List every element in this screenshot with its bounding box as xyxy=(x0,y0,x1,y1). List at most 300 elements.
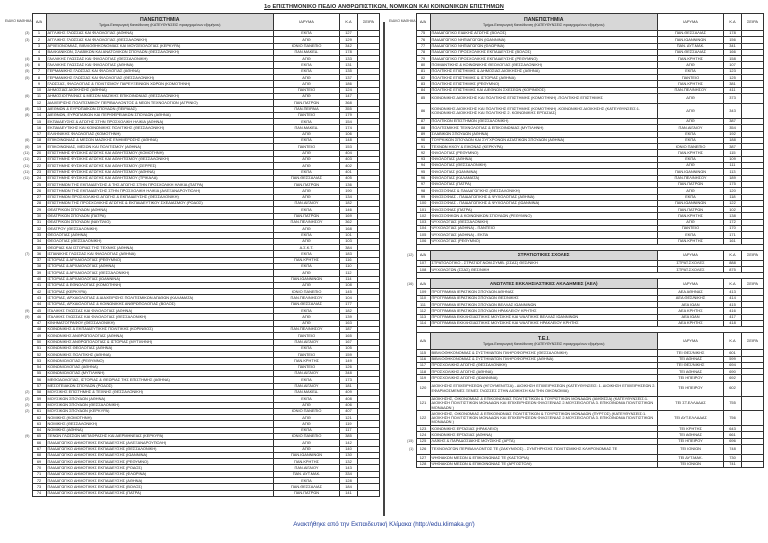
row-number: 68 xyxy=(32,452,46,458)
tei-section xyxy=(388,327,764,350)
row-number: 89 xyxy=(416,131,430,137)
row-code: 125 xyxy=(724,75,742,81)
row-department: ΨΥΧΟΛΟΓΙΑΣ (ΡΕΘΥΜΝΟ) xyxy=(430,238,658,244)
header-special-subject: ΕΙΔΙΚΟ ΜΑΘΗΜΑ xyxy=(4,14,32,31)
row-number: 37 xyxy=(32,257,46,263)
row-mark xyxy=(388,381,416,396)
row-number: 33 xyxy=(32,232,46,238)
table-row xyxy=(4,490,380,496)
row-code: 342 xyxy=(340,43,358,49)
page-title: 1ο ΕΠΙΣΤΗΜΟΝΙΚΟ ΠΕΔΙΟ ΑΝΘΡΩΠΙΣΤΙΚΩΝ, ΝΟΜΙΚΩΝ ΚΑΙ ΚΟΙΝΩΝΙΚΩΝ ΕΠΙΣΤΗΜΩΝ xyxy=(264,4,504,10)
row-mark xyxy=(388,411,416,426)
row-institution: ΔΠΘ xyxy=(274,131,340,137)
header-order: ΣΕΙΡΑ xyxy=(742,250,764,260)
row-department: ΚΟΙΝΩΝΙΟΛΟΓΙΑΣ (ΜΥΤΙΛΗΝΗ) xyxy=(46,371,274,377)
row-number: 5 xyxy=(32,56,46,62)
row-code: 134 xyxy=(340,194,358,200)
row-code: 416 xyxy=(724,308,742,314)
row-institution: ΕΚΠΑ xyxy=(658,68,724,74)
row-code: 888 xyxy=(724,260,742,266)
row-code: 343 xyxy=(724,104,742,119)
source-link[interactable]: Ανακτήθηκε από την Εκπαιδευτική Κλίμακα (http://edu.klimaka.gr/) xyxy=(293,521,475,528)
row-department: ΙΣΤΟΡΙΑΣ & ΑΡΧΑΙΟΛΟΓΙΑΣ (ΡΕΘΥΜΝΟ) xyxy=(46,257,274,263)
row-department: ΙΤΑΛΙΚΗΣ ΓΛΩΣΣΑΣ ΚΑΙ ΦΙΛΟΛΟΓΙΑΣ (ΘΕΣΣΑΛΟΝΙΚΗ) xyxy=(46,314,274,320)
row-code: 748 xyxy=(724,445,742,455)
row-code: 182 xyxy=(340,308,358,314)
row-code: 159 xyxy=(340,352,358,358)
row-department: ΕΠΙΣΤΗΜΗΣ ΦΥΣΙΚΗΣ ΑΓΩΓΗΣ ΚΑΙ ΑΘΛΗΤΙΣΜΟΥ (ΣΕΡΡΕΣ) xyxy=(46,163,274,169)
row-institution: ΠΑΝΤΕΙΟ xyxy=(658,226,724,232)
row-institution: ΤΕΙ ΣΤ.ΕΛΛΑΔΑΣ xyxy=(658,396,724,411)
row-number: 126 xyxy=(416,445,430,455)
row-number: 81 xyxy=(416,68,430,74)
row-department: ΕΠΙΣΤΗΜΗΣ ΦΥΣΙΚΗΣ ΑΓΩΓΗΣ ΚΑΙ ΑΘΛΗΤΙΣΜΟΥ (ΚΟΜΟΤΗΝΗ) xyxy=(46,150,274,156)
row-mark: (11) xyxy=(23,157,30,162)
table-row xyxy=(388,445,764,455)
row-code: 407 xyxy=(340,408,358,414)
header-order: ΣΕΙΡΑ xyxy=(742,333,764,350)
row-number: 31 xyxy=(32,219,46,225)
row-institution: ΤΕΙ ΔΥΤ.ΜΑΚ. xyxy=(658,455,724,461)
row-mark: (8) xyxy=(25,107,30,111)
row-institution: ΕΚΠΑ xyxy=(658,131,724,137)
row-mark: (3) xyxy=(25,31,30,36)
row-institution: ΠΑΝ.ΑΙΓΑΙΟΥ xyxy=(658,125,724,131)
header-universities xyxy=(46,14,274,31)
row-department: ΚΟΙΝΩΝΙΟΛΟΓΙΑΣ (ΑΘΗΝΑ) xyxy=(46,364,274,370)
row-department: ΣΛΑΒΙΚΩΝ ΣΠΟΥΔΩΝ (ΑΘΗΝΑ) xyxy=(430,131,658,137)
row-institution: ΠΑΝΤΕΙΟ xyxy=(274,352,340,358)
row-department: ΨΥΧΟΛΟΓΙΑΣ (ΑΘΗΝΑ) - ΕΚΠΑ xyxy=(430,232,658,238)
row-code: 417 xyxy=(724,314,742,320)
row-institution: ΠΑΝ.ΘΕΣΣΑΛΙΑΣ xyxy=(274,301,340,307)
row-department: ΙΣΤΟΡΙΑΣ & ΕΘΝΟΛΟΓΙΑΣ (ΚΟΜΟΤΗΝΗ) xyxy=(46,282,274,288)
row-code: 143 xyxy=(340,465,358,471)
table-row xyxy=(388,93,764,103)
row-number: 85 xyxy=(416,93,430,103)
row-department: ΣΤΡΑΤΟΛΟΓΙΚΟ - ΣΤΡΑΤΙΩΤ.ΝΟΜ.ΣΥΜΒ. (ΣΣΑΣ) ΘΕΣ/ΝΙΚΗ xyxy=(430,260,658,266)
row-code: 408 xyxy=(340,396,358,402)
row-number: 14 xyxy=(32,112,46,118)
row-institution: ΠΑΝΤΕΙΟ xyxy=(274,87,340,93)
row-department: ΠΡΟΓΡΑΜΜΑ ΙΕΡΑΤΙΚΩΝ ΣΠΟΥΔΩΝ ΗΡΑΚΛΕΙΟΥ ΚΡΗΤΗΣ xyxy=(430,308,658,314)
row-department: ΠΡΟΓΡΑΜΜΑ ΕΚΚΛΗΣΙΑΣΤΙΚΗΣ ΜΟΥΣΙΚΗΣ ΚΑΙ ΨΑΛΤΙΚΗΣ ΗΡΑΚΛΕΙΟΥ ΚΡΗΤΗΣ xyxy=(430,320,658,326)
row-department: ΠΟΛΙΤΙΣΜΙΚΗΣ ΤΕΧΝΟΛΟΓΙΑΣ & ΕΠΙΚΟΙΝΩΝΙΑΣ (ΜΥΤΙΛΗΝΗ) xyxy=(430,125,658,131)
row-number: 82 xyxy=(416,75,430,81)
row-department: ΠΑΙΔΑΓΩΓΙΚΟ ΕΙΔΙΚΗΣ ΑΓΩΓΗΣ (ΒΟΛΟΣ) xyxy=(430,31,658,37)
row-code: 104 xyxy=(340,295,358,301)
row-department: ΦΙΛΟΛΟΓΙΑΣ (ΘΕΣΣΑΛΟΝΙΚΗ) xyxy=(430,163,658,169)
right-table-body xyxy=(388,31,764,245)
row-number: 98 xyxy=(416,188,430,194)
row-number: 78 xyxy=(416,49,430,55)
row-mark: (6) xyxy=(25,138,30,143)
row-code: 661 xyxy=(724,432,742,438)
row-code: 115 xyxy=(724,150,742,156)
row-mark: (11) xyxy=(23,163,30,168)
header-aa: Α/Α xyxy=(416,14,430,31)
row-institution: ΕΚΠΑ xyxy=(274,169,340,175)
row-department: ΙΣΤΟΡΙΑΣ & ΑΡΧΑΙΟΛΟΓΙΑΣ (ΘΕΣΣΑΛΟΝΙΚΗ) xyxy=(46,270,274,276)
row-department: ΠΑΙΔΑΓΩΓΙΚΟ ΔΗΜΟΤΙΚΗΣ ΕΚΠΑΙΔΕΥΣΗΣ (ΦΛΩΡΙΝΑ) xyxy=(46,471,274,477)
row-institution: ΠΑΝ.ΠΑΤΡΩΝ xyxy=(658,207,724,213)
row-department: ΔΙΟΙΚΗΣΗΣ ΕΠΙΧΕΙΡΗΣΕΩΝ (ΗΓΟΥΜΕΝΙΤΣΑ) - ΔΙΟΙΚΗΣΗ ΕΠΙΧΕΙΡΗΣΕΩΝ (ΚΑΤΕΥΘΥΝΣΕΙΣ: 1. ΔΙΟΙΚΗΣΗ ΕΠΙΧΕΙΡΗΣΕΩΝ 2. ΕΦΑΡΜΟΣΜΕΝΕΣ ΞΕΝΕΣ ΓΛΩΣΣΕΣ ΣΤΗΝ ΔΙΟΙΚΗΣΗ ΚΑΙ ΤΗΝ ΟΙΚΟΝΟΜΙΑ) xyxy=(430,381,658,396)
row-institution: ΠΑΝ.ΠΑΤΡΩΝ xyxy=(658,181,724,187)
row-department: ΔΙΕΘΝΩΝ & ΕΥΡΩΠΑΪΚΩΝ ΣΠΟΥΔΩΝ (ΠΕΙΡΑΙΑΣ) xyxy=(46,106,274,112)
row-code: 188 xyxy=(724,137,742,143)
row-department: ΨΗΦΙΑΚΩΝ ΜΕΣΩΝ & ΕΠΙΚΟΙΝΩΝΙΑΣ ΤΕ (ΑΡΓΟΣΤΟΛΙ) xyxy=(430,461,658,467)
row-number: 91 xyxy=(416,144,430,150)
row-order-input[interactable] xyxy=(742,461,764,467)
row-institution: ΠΑΝΤΕΙΟ xyxy=(274,144,340,150)
row-institution: ΑΠΘ xyxy=(658,188,724,194)
row-code: 165 xyxy=(340,333,358,339)
row-code: 341 xyxy=(724,43,742,49)
header-code: Κ.Α xyxy=(340,14,358,31)
row-department: ΜΟΥΣΙΚΗΣ ΕΠΙΣΤΗΜΗΣ & ΤΕΧΝΗΣ (ΘΕΣΣΑΛΟΝΙΚΗ) xyxy=(46,389,274,395)
row-code: 161 xyxy=(724,238,742,244)
row-code: 174 xyxy=(340,125,358,131)
row-department: ΘΕΑΤΡΙΚΩΝ ΣΠΟΥΔΩΝ (ΝΑΥΠΛΙΟ) xyxy=(46,219,274,225)
row-institution: ΠΑΝ.ΑΙΓΑΙΟΥ xyxy=(274,371,340,377)
row-code: 183 xyxy=(340,251,358,257)
row-number: 111 xyxy=(416,302,430,308)
row-number: 52 xyxy=(32,352,46,358)
row-institution: ΤΕΙ ΙΟΝΙΩΝ xyxy=(658,445,724,455)
header-universities-title: ΠΑΝΕΠΙΣΤΗΜΙΑ xyxy=(524,16,564,23)
row-department: ΠΡΟΓΡΑΜΜΑ ΕΚΚΛΗΣΙΑΣΤΙΚΗΣ ΜΟΥΣΙΚΗΣ ΚΑΙ ΨΑΛΤΙΚΗΣ ΒΕΛΛΑΣ ΙΩΑΝΝΙΝΩΝ xyxy=(430,314,658,320)
row-department: ΠΡΟΓΡΑΜΜΑ ΙΕΡΑΤΙΚΩΝ ΣΠΟΥΔΩΝ ΒΕΛΛΑΣ ΙΩΑΝΝΙΝΩΝ xyxy=(430,302,658,308)
header-aa: Α/Α xyxy=(32,14,46,31)
row-institution: ΑΠΘ xyxy=(274,93,340,99)
row-code: 126 xyxy=(340,364,358,370)
row-institution: ΑΕΑ ΙΩΑΝ xyxy=(658,314,724,320)
row-department: ΙΣΤΟΡΙΑΣ, ΑΡΧΑΙΟΛΟΓΙΑΣ & ΚΟΙΝΩΝΙΚΗΣ ΑΝΘΡΩΠΟΛΟΓΙΑΣ (ΒΟΛΟΣ) xyxy=(46,301,274,307)
row-mark: (4) xyxy=(25,62,30,67)
row-institution: ΠΑΝ.ΠΕΛ/ΝΗΣΟΥ xyxy=(274,326,340,332)
row-department: ΚΟΙΝΩΝΙΚΗΣ & ΕΚΠΑΙΔΕΥΤΙΚΗΣ ΠΟΛΙΤΙΚΗΣ (ΚΟΡΙΝΘΟΣ) xyxy=(46,326,274,332)
row-code: 117 xyxy=(340,427,358,433)
row-department: ΤΕΧΝΩΝ ΗΧΟΥ & ΕΙΚΟΝΑΣ (ΚΕΡΚΥΡΑ) xyxy=(430,144,658,150)
header-institution: ΙΔΡΥΜΑ xyxy=(658,333,724,350)
row-mark: (2) xyxy=(25,396,30,401)
row-institution: ΕΚΠΑ xyxy=(274,31,340,37)
row-institution: ΠΑΝ.ΘΕΣΣΑΛΙΑΣ xyxy=(658,31,724,37)
row-code: 121 xyxy=(340,415,358,421)
row-institution: ΠΑΝ.ΠΑΤΡΩΝ xyxy=(274,490,340,496)
row-institution: ΠΑΝ.ΠΕΛ/ΝΗΣΟΥ xyxy=(274,295,340,301)
row-institution: ΤΕΙ ΗΠΕΙΡΟΥ xyxy=(658,375,724,381)
row-code: 119 xyxy=(340,421,358,427)
row-number: 4 xyxy=(32,49,46,55)
row-department: ΘΕΟΛΟΓΙΑΣ (ΑΘΗΝΑ) xyxy=(46,232,274,238)
row-department: ΙΣΤΟΡΙΑΣ (ΚΕΡΚΥΡΑ) xyxy=(46,289,274,295)
row-code: 106 xyxy=(340,131,358,137)
row-number: 70 xyxy=(32,465,46,471)
row-department: ΞΕΝΩΝ ΓΛΩΣΣΩΝ ΜΕΤΑΦΡΑΣΗΣ ΚΑΙ ΔΙΕΡΜΗΝΕΙΑΣ (ΚΕΡΚΥΡΑ) xyxy=(46,434,274,440)
row-department: ΨΥΧΟΛΟΓΙΑΣ (ΘΕΣΣΑΛΟΝΙΚΗ) xyxy=(430,219,658,225)
row-code: 730 xyxy=(724,455,742,461)
row-number: 125 xyxy=(416,438,430,444)
row-code: 755 xyxy=(724,396,742,411)
row-department: ΜΟΥΣΙΚΩΝ ΣΠΟΥΔΩΝ (ΘΕΣΣΑΛΟΝΙΚΗ) xyxy=(46,402,274,408)
row-number: 35 xyxy=(32,245,46,251)
row-code: 107 xyxy=(724,62,742,68)
row-institution: ΠΑΝ.ΠΑΤΡΩΝ xyxy=(274,213,340,219)
row-number: 56 xyxy=(32,377,46,383)
row-institution: ΤΕΙ ΙΟΝΙΩΝ xyxy=(658,461,724,467)
row-institution: ΠΑΝ.ΚΡΗΤΗΣ xyxy=(658,238,724,244)
row-code: 129 xyxy=(340,37,358,43)
header-aa: Α/Α xyxy=(416,279,430,289)
row-code: 172 xyxy=(724,219,742,225)
row-department: ΠΑΙΔΑΓΩΓΙΚΟ ΔΗΜΟΤΙΚΗΣ ΕΚΠΑΙΔΕΥΣΗΣ (ΡΕΘΥΜΝΟ) xyxy=(46,459,274,465)
row-department: ΤΕΧΝΟΛΟΓΩΝ ΠΕΡΙΒΑΛΛΟΝΤΟΣ ΤΕ (ΖΑΚΥΝΘΟΣ) - ΣΥΝΤΗΡΗΣΗΣ ΠΟΛΙΤΙΣΜΙΚΗΣ ΚΛΗΡΟΝΟΜΙΑΣ ΤΕ xyxy=(430,445,658,455)
row-number: 16 xyxy=(32,125,46,131)
row-code: 141 xyxy=(340,490,358,496)
table-row xyxy=(388,381,764,396)
row-department: ΠΑΙΔΑΓΩΓΙΚΟ ΝΗΠΙΑΓΩΓΩΝ (ΦΛΩΡΙΝΑ) xyxy=(430,43,658,49)
row-number: 113 xyxy=(416,314,430,320)
row-institution: ΕΚΠΑ xyxy=(274,478,340,484)
row-number: 27 xyxy=(32,194,46,200)
row-institution: ΠΑΝ.ΠΕΛ/ΝΗΣΟΥ xyxy=(274,219,340,225)
row-code: 109 xyxy=(724,156,742,162)
row-institution: ΑΠΘ xyxy=(274,226,340,232)
row-department: ΓΛΩΣΣΑΣ, ΦΙΛΟΛΟΓΙΑΣ & ΠΟΛΙΤΙΣΜΟΥ ΠΑΡΕΥΞΕΙΝΙΩΝ ΧΩΡΩΝ (ΚΟΜΟΤΗΝΗ) xyxy=(46,81,274,87)
row-institution: ΠΑΝ. ΔΥΤ.ΜΑΚ. xyxy=(658,43,724,49)
row-code: 404 xyxy=(340,150,358,156)
row-institution: ΔΠΘ xyxy=(274,440,340,446)
tei-table-body xyxy=(388,350,764,468)
row-institution: ΕΚΠΑ xyxy=(274,119,340,125)
row-institution: ΤΕΙ ΗΠΕΙΡΟΥ xyxy=(658,438,724,444)
row-code: 136 xyxy=(340,182,358,188)
row-institution: ΤΕΙ ΔΥΤ.ΕΛΛΑΔΑΣ xyxy=(658,411,724,426)
row-institution: ΕΚΠΑ xyxy=(658,156,724,162)
row-department: ΠΡΟΓΡΑΜΜΑ ΙΕΡΑΤΙΚΩΝ ΣΠΟΥΔΩΝ ΘΕΣ/ΝΙΚΗΣ xyxy=(430,295,658,301)
row-mark: (5) xyxy=(25,69,30,74)
row-number: 75 xyxy=(416,31,430,37)
row-department: ΕΚΠΑΙΔΕΥΣΗΣ & ΑΓΩΓΗΣ ΣΤΗΝ ΠΡΟΣΧΟΛΙΚΗ ΗΛΙΚΙΑ (ΑΘΗΝΑ) xyxy=(46,119,274,125)
row-institution: ΠΑΝ.ΚΡΗΤΗΣ xyxy=(274,257,340,263)
row-department: ΕΠΙΣΤΗΜΩΝ ΤΗΣ ΠΡΟΣΧΟΛΙΚΗΣ ΑΓΩΓΗΣ & ΕΚΠΑΙΔΕΥΤΙΚΟΥ ΣΧΕΔΙΑΣΜΟΥ (ΡΟΔΟΣ) xyxy=(46,201,274,207)
row-code: 694 xyxy=(724,362,742,368)
right-table-container xyxy=(388,13,764,468)
row-number: 110 xyxy=(416,295,430,301)
row-department: ΨΗΦΙΑΚΩΝ ΜΕΣΩΝ & ΕΠΙΚΟΙΝΩΝΙΑΣ ΤΕ (ΚΑΣΤΟΡΙΑ) xyxy=(430,455,658,461)
row-code: 146 xyxy=(340,207,358,213)
row-code: 116 xyxy=(340,257,358,263)
row-code: 139 xyxy=(340,314,358,320)
row-department: ΔΗΜΟΣΙΑΣ ΔΙΟΙΚΗΣΗΣ (ΑΘΗΝΑ) xyxy=(46,87,274,93)
row-code: 171 xyxy=(724,232,742,238)
row-number: 117 xyxy=(416,362,430,368)
row-number: 90 xyxy=(416,137,430,143)
row-number: 15 xyxy=(32,119,46,125)
row-number: 127 xyxy=(416,455,430,461)
row-institution: ΑΠΘ xyxy=(274,446,340,452)
row-institution: ΑΠΘ xyxy=(658,62,724,68)
row-number: 62 xyxy=(32,415,46,421)
row-department: ΚΟΙΝΩΝΙΚΗΣ ΔΙΟΙΚΗΣΗΣ ΚΑΙ ΠΟΛΙΤΙΚΗΣ ΕΠΙΣΤΗΜΗΣ (ΚΟΜΟΤΗΝΗ) -ΠΟΛΙΤΙΚΗΣ ΕΠΙΣΤΗΜΗΣ xyxy=(430,93,658,103)
row-institution: ΑΠΘ xyxy=(274,320,340,326)
row-number: 103 xyxy=(416,219,430,225)
row-code: 123 xyxy=(724,68,742,74)
row-institution: ΑΕΑ ΘΕΣ/ΝΙΚΗΣ xyxy=(658,295,724,301)
row-department: ΠΟΛΙΤΙΚΗΣ ΕΠΙΣΤΗΜΗΣ & ΔΗΜΟΣΙΑΣ ΔΙΟΙΚΗΣΗΣ (ΑΘΗΝΑ) xyxy=(430,68,658,74)
row-department: ΠΟΛΙΤΙΚΩΝ ΕΠΙΣΤΗΜΩΝ (ΘΕΣΣΑΛΟΝΙΚΗ) xyxy=(430,118,658,124)
row-institution: ΑΠΘ xyxy=(274,163,340,169)
row-number: 94 xyxy=(416,163,430,169)
aea-section-title: ΑΝΩΤΑΤΕΣ ΕΚΚΛΗΣΙΑΣΤΙΚΕΣ ΑΚΑΔΗΜΙΕΣ (ΑΕΑ) xyxy=(430,279,658,289)
row-institution: Α.Σ.Κ.Τ. xyxy=(274,245,340,251)
row-department: ΚΙΝΗΜΑΤΟΓΡΑΦΟΥ (ΘΕΣΣΑΛΟΝΙΚΗ) xyxy=(46,320,274,326)
row-code: 170 xyxy=(724,226,742,232)
row-number: 23 xyxy=(32,169,46,175)
row-institution: ΠΑΝ.ΙΩΑΝΝΙΝΩΝ xyxy=(658,169,724,175)
row-number: 18 xyxy=(32,138,46,144)
row-order-input[interactable] xyxy=(742,411,764,426)
row-department: ΙΣΤΟΡΙΑΣ & ΑΡΧΑΙΟΛΟΓΙΑΣ (ΑΘΗΝΑ) xyxy=(46,263,274,269)
row-number: 22 xyxy=(32,163,46,169)
row-number: 101 xyxy=(416,207,430,213)
row-order-input[interactable] xyxy=(742,445,764,455)
row-number: 84 xyxy=(416,87,430,93)
row-mark: (2) xyxy=(25,409,30,414)
row-code: 186 xyxy=(340,81,358,87)
row-institution: ΠΑΝ.ΘΕΣΣΑΛΙΑΣ xyxy=(274,175,340,181)
row-number: 100 xyxy=(416,200,430,206)
row-code: 153 xyxy=(340,144,358,150)
row-institution: ΠΑΝ.ΑΙΓΑΙΟΥ xyxy=(274,201,340,207)
row-department: ΘΕΑΤΡΟΥ (ΘΕΣΣΑΛΟΝΙΚΗ) xyxy=(46,226,274,232)
row-institution: ΠΑΝ.ΑΙΓΑΙΟΥ xyxy=(274,465,340,471)
row-institution: ΕΚΠΑ xyxy=(274,396,340,402)
row-order-input[interactable] xyxy=(742,396,764,411)
row-department: ΦΙΛΟΛΟΓΙΑΣ (ΠΑΤΡΑ) xyxy=(430,181,658,187)
row-code: 111 xyxy=(724,163,742,169)
row-number: 88 xyxy=(416,125,430,131)
row-mark: (1) xyxy=(409,447,414,452)
header-code: Κ.Α xyxy=(724,14,742,31)
row-number: 128 xyxy=(416,461,430,467)
aea-mark: (16) xyxy=(407,281,414,286)
row-department: ΚΟΙΝΩΝΙΚΗΣ ΑΝΘΡΩΠΟΛΟΓΙΑΣ (ΑΘΗΝΑ) xyxy=(46,333,274,339)
row-department: ΚΟΙΝΩΝΙΚΗΣ ΕΡΓΑΣΙΑΣ (ΗΡΑΚΛΕΙΟ) xyxy=(430,426,658,432)
row-department: ΓΕΡΜΑΝΙΚΗΣ ΓΛΩΣΣΑΣ ΚΑΙ ΦΙΛΟΛΟΓΙΑΣ (ΑΘΗΝΑ) xyxy=(46,68,274,74)
row-mark: (9) xyxy=(25,314,30,319)
row-department: ΓΑΛΛΙΚΗΣ ΓΛΩΣΣΑΣ ΚΑΙ ΦΙΛΟΛΟΓΙΑΣ (ΘΕΣΣΑΛΟΝΙΚΗ) xyxy=(46,56,274,62)
row-department: ΕΛΛΗΝΙΚΗΣ ΦΙΛΟΛΟΓΙΑΣ (ΚΟΜΟΤΗΝΗ) xyxy=(46,131,274,137)
row-code: 166 xyxy=(724,49,742,55)
row-department: ΘΕΑΤΡΙΚΩΝ ΣΠΟΥΔΩΝ (ΑΘΗΝΑ) xyxy=(46,207,274,213)
row-department: ΕΠΙΚΟΙΝΩΝΙΑΣ & ΜΕΣΩΝ ΜΑΖΙΚΗΣ ΕΝΗΜΕΡΩΣΗΣ (ΑΘΗΝΑ) xyxy=(46,138,274,144)
row-department: ΕΠΙΣΤΗΜΗΣ ΦΥΣΙΚΗΣ ΑΓΩΓΗΣ ΚΑΙ ΑΘΛΗΤΙΣΜΟΥ (ΑΘΗΝΑ) xyxy=(46,169,274,175)
row-number: 115 xyxy=(416,350,430,356)
row-department: ΠΟΛΙΤΙΚΗΣ ΕΠΙΣΤΗΜΗΣ ΚΑΙ ΔΙΕΘΝΩΝ ΣΧΕΣΕΩΝ (ΚΟΡΙΝΘΟΣ) xyxy=(430,87,658,93)
header-universities xyxy=(430,14,658,31)
row-mark: (6) xyxy=(25,94,30,99)
universities-table-left xyxy=(4,13,380,497)
row-code: 413 xyxy=(724,289,742,295)
header-order: ΣΕΙΡΑ xyxy=(742,279,764,289)
row-department: ΠΡΟΣΧΟΛΙΚΗΣ ΑΓΩΓΗΣ (ΙΩΑΝΝΙΝΑ) xyxy=(430,375,658,381)
row-number: 96 xyxy=(416,175,430,181)
row-number: 26 xyxy=(32,188,46,194)
row-code: 179 xyxy=(340,112,358,118)
row-order-input[interactable] xyxy=(742,93,764,103)
row-department: ΠΑΙΔΑΓΩΓΙΚΟ ΔΗΜΟΤΙΚΗΣ ΕΚΠΑΙΔΕΥΣΗΣ (ΙΩΑΝΝΙΝΑ) xyxy=(46,452,274,458)
row-code: 411 xyxy=(724,87,742,93)
row-institution: ΙΟΝΙΟ ΠΑΝΕΠΙΟ xyxy=(274,43,340,49)
row-number: 9 xyxy=(32,81,46,87)
row-institution: ΤΕΙ ΑΘΗΝΑΣ xyxy=(658,432,724,438)
row-number: 109 xyxy=(416,289,430,295)
header-institution: ΙΔΡΥΜΑ xyxy=(658,279,724,289)
row-institution: ΑΠΘ xyxy=(658,118,724,124)
row-institution: ΕΚΠΑ xyxy=(274,62,340,68)
row-number: 55 xyxy=(32,371,46,377)
row-department: ΠΟΛΙΤΙΚΗΣ ΕΠΙΣΤΗΜΗΣ (ΡΕΘΥΜΝΟ) xyxy=(430,81,658,87)
row-institution: ΙΟΝΙΟ ΠΑΝΕΠΙΟ xyxy=(658,144,724,150)
military-table-body xyxy=(388,260,764,273)
row-department: ΦΙΛΟΣΟΦΙΑΣ & ΠΑΙΔΑΓΩΓΙΚΗΣ (ΘΕΣΣΑΛΟΝΙΚΗ) xyxy=(430,188,658,194)
row-institution: ΕΚΠΑ xyxy=(274,427,340,433)
row-number: 71 xyxy=(32,471,46,477)
row-institution: ΑΠΘ xyxy=(274,238,340,244)
row-department: ΕΠΙΣΤΗΜΩΝ ΠΡΟΣΧΟΛΙΚΗΣ ΑΓΩΓΗΣ & ΕΚΠΑΙΔΕΥΣΗΣ (ΘΕΣΣΑΛΟΝΙΚΗ) xyxy=(46,194,274,200)
column-divider xyxy=(383,22,385,516)
row-institution: ΠΑΝ.ΚΡΗΤΗΣ xyxy=(658,81,724,87)
row-code: 402 xyxy=(340,163,358,169)
row-order-input[interactable] xyxy=(742,104,764,119)
row-code: 696 xyxy=(724,438,742,444)
row-order-input[interactable] xyxy=(358,490,380,496)
row-institution: ΑΠΘ xyxy=(274,56,340,62)
row-mark: (15) xyxy=(407,439,414,444)
row-number: 120 xyxy=(416,381,430,396)
row-number: 10 xyxy=(32,87,46,93)
left-table-container xyxy=(4,13,380,497)
row-code: 175 xyxy=(724,181,742,187)
row-department: ΘΕΑΤΡΙΚΩΝ ΣΠΟΥΔΩΝ (ΠΑΤΡΑ) xyxy=(46,213,274,219)
row-department: ΦΙΛΟΣΟΦΙΑΣ - ΠΑΙΔΑΓΩΓΙΚΗΣ & ΨΥΧΟΛΟΓΙΑΣ (ΙΩΑΝΝΙΝΑ) xyxy=(430,200,658,206)
row-institution: ΠΑΝ.ΘΕΣΣΑΛΙΑΣ xyxy=(658,49,724,55)
row-number: 38 xyxy=(32,263,46,269)
row-mark: (8) xyxy=(25,113,30,118)
row-code: 643 xyxy=(724,426,742,432)
row-number: 53 xyxy=(32,358,46,364)
row-code: 190 xyxy=(340,188,358,194)
row-code: 101 xyxy=(340,232,358,238)
row-number: 36 xyxy=(32,251,46,257)
row-department: ΙΤΑΛΙΚΗΣ ΓΛΩΣΣΑΣ ΚΑΙ ΦΙΛΟΛΟΓΙΑΣ (ΑΘΗΝΑ) xyxy=(46,308,274,314)
row-number: 17 xyxy=(32,131,46,137)
row-institution: ΑΕΑ ΑΘΗΝΑΣ xyxy=(658,289,724,295)
row-code: 131 xyxy=(340,62,358,68)
row-institution: ΠΑΝ.ΠΕΛ/ΝΗΣΟΥ xyxy=(658,87,724,93)
row-code: 142 xyxy=(340,440,358,446)
row-department: ΦΙΛΟΛΟΓΙΑΣ (ΚΑΛΑΜΑΤΑ) xyxy=(430,175,658,181)
row-number: 54 xyxy=(32,364,46,370)
row-code: 418 xyxy=(724,320,742,326)
row-code: 110 xyxy=(340,263,358,269)
row-department: ΠΑΙΔΑΓΩΓΙΚΟ ΔΗΜΟΤΙΚΗΣ ΕΚΠΑΙΔΕΥΣΗΣ (ΡΟΔΟΣ) xyxy=(46,465,274,471)
row-institution: ΑΠΘ xyxy=(274,402,340,408)
row-order-input[interactable] xyxy=(742,381,764,396)
header-institution: ΙΔΡΥΜΑ xyxy=(658,14,724,31)
